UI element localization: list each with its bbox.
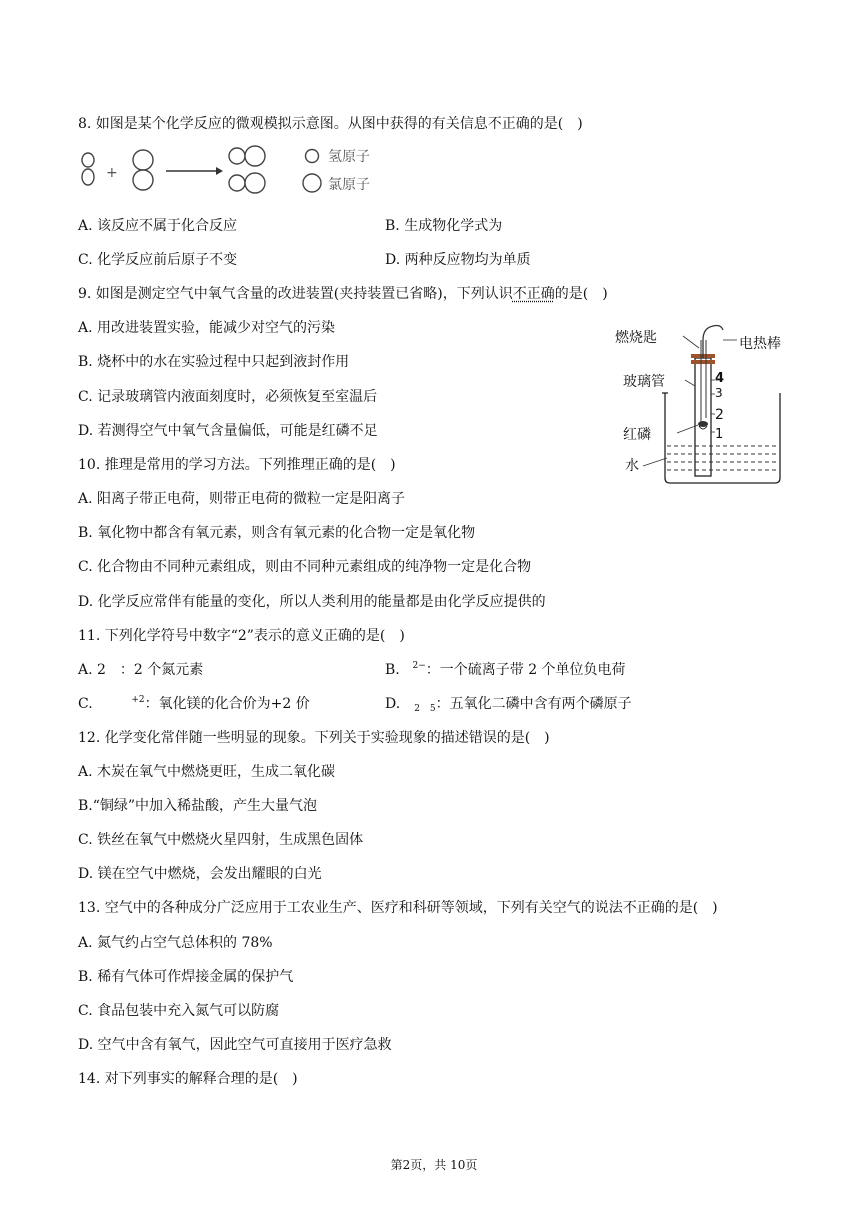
label-tube: 玻璃管 — [623, 374, 665, 390]
scale-2: 2 — [715, 407, 724, 423]
q9-option-c: C. 记录玻璃管内液面刻度时，必须恢复至室温后 — [78, 389, 378, 405]
q11-stem: 11. 下列化学符号中数字“2”表示的意义正确的是( ) — [78, 628, 405, 644]
q14-stem: 14. 对下列事实的解释合理的是( ) — [78, 1071, 298, 1087]
q11-option-a: A. 2 ：2 个氮元素 — [78, 662, 204, 678]
label-water: 水 — [625, 458, 639, 474]
q8-option-a: A. 该反应不属于化合反应 — [78, 218, 238, 234]
q10-stem: 10. 推理是常用的学习方法。下列推理正确的是( ) — [78, 457, 396, 473]
q10-option-c: C. 化合物由不同种元素组成，则由不同种元素组成的纯净物一定是化合物 — [78, 559, 532, 575]
q9-option-a: A. 用改进装置实验，能减少对空气的污染 — [78, 320, 336, 336]
label-phosphorus: 红磷 — [623, 427, 651, 443]
q11-option-d: D. $_2$ $_5$：五氧化二磷中含有两个磷原子 — [385, 696, 632, 714]
label-spoon: 燃烧匙 — [615, 330, 657, 346]
q13-stem: 13. 空气中的各种成分广泛应用于工农业生产、医疗和科研等领域，下列有关空气的说法不正确的是( ) — [78, 900, 718, 916]
q8-reaction-diagram — [76, 143, 396, 199]
q13-option-d: D. 空气中含有氧气，因此空气可直接用于医疗急救 — [78, 1037, 392, 1053]
q9-option-d: D. 若测得空气中氧气含量偏低，可能是红磷不足 — [78, 423, 378, 439]
q8-stem: 8. 如图是某个化学反应的微观模拟示意图。从图中获得的有关信息不正确的是( ) — [78, 116, 583, 132]
q9-stem: 9. 如图是测定空气中氧气含量的改进装置(夹持装置已省略)，下列认识不正确的是( ) — [78, 286, 608, 302]
q12-stem: 12. 化学变化常伴随一些明显的现象。下列关于实验现象的描述错误的是( ) — [78, 730, 550, 746]
label-rod: 电热棒 — [739, 336, 781, 352]
scale-1: 1 — [715, 427, 724, 442]
legend-hydrogen: 氢原子 — [328, 149, 370, 165]
q8-option-d: D. 两种反应物均为单质 — [385, 252, 531, 268]
q12-option-d: D. 镁在空气中燃烧，会发出耀眼的白光 — [78, 866, 322, 882]
q10-option-b: B. 氧化物中都含有氧元素，则含有氧元素的化合物一定是氧化物 — [78, 525, 476, 541]
legend-chlorine: 氯原子 — [328, 177, 370, 193]
q10-option-a: A. 阳离子带正电荷，则带正电荷的微粒一定是阳离子 — [78, 491, 406, 507]
q12-option-b: B.“铜绿”中加入稀盐酸，产生大量气泡 — [78, 798, 318, 814]
q12-option-a: A. 木炭在氧气中燃烧更旺，生成二氧化碳 — [78, 764, 336, 780]
q12-option-c: C. 铁丝在氧气中燃烧火星四射，生成黑色固体 — [78, 832, 364, 848]
q13-option-b: B. 稀有气体可作焊接金属的保护气 — [78, 969, 294, 985]
q9-option-b: B. 烧杯中的水在实验过程中只起到液封作用 — [78, 354, 350, 370]
q9-apparatus-diagram — [615, 318, 795, 488]
page-footer: 第2页，共 10页 — [390, 1158, 478, 1172]
scale-3: 3 — [715, 386, 723, 400]
plus-sign: + — [106, 165, 118, 181]
q8-option-c: C. 化学反应前后原子不变 — [78, 252, 238, 268]
q11-option-c: C. $^{+2}$：氧化镁的化合价为+2 价 — [78, 695, 310, 712]
scale-4: 4 — [715, 371, 725, 386]
q8-option-b: B. 生成物化学式为 — [385, 218, 503, 234]
q13-option-a: A. 氮气约占空气总体积的 78% — [78, 935, 273, 951]
q10-option-d: D. 化学反应常伴有能量的变化，所以人类利用的能量都是由化学反应提供的 — [78, 594, 546, 610]
q11-option-b: B. $^{2-}$：一个硫离子带 2 个单位负电荷 — [385, 661, 626, 678]
q13-option-c: C. 食品包装中充入氮气可以防腐 — [78, 1003, 280, 1019]
